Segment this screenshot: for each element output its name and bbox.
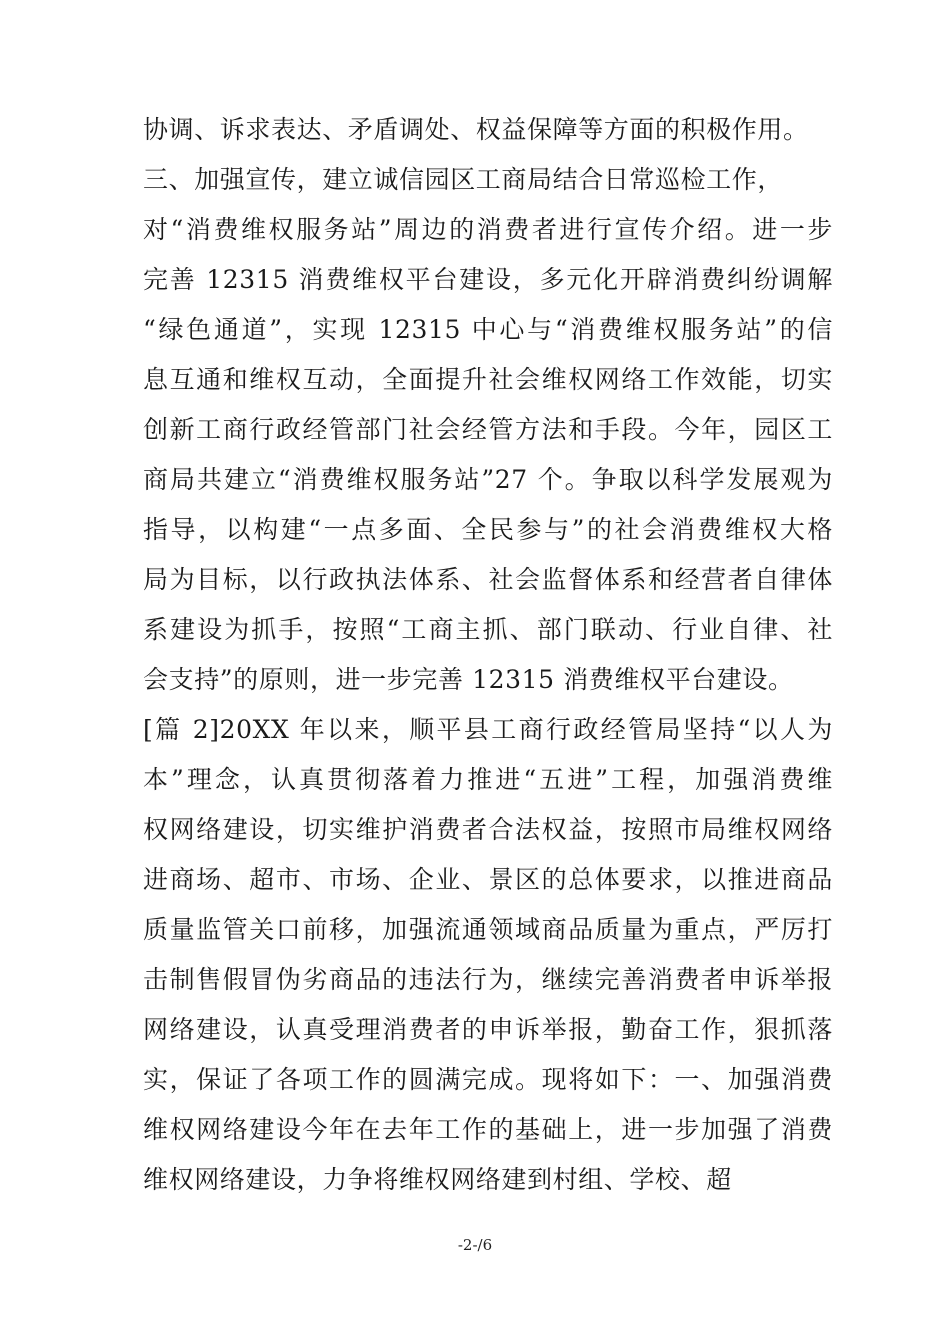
text-line: 完善 12315 消费维权平台建设，多元化开辟消费纠纷调解 bbox=[143, 265, 833, 294]
text-line: 对“消费维权服务站”周边的消费者进行宣传介绍。进一步 bbox=[143, 215, 833, 244]
text-line: 指导，以构建“一点多面、全民参与”的社会消费维权大格 bbox=[143, 515, 833, 544]
text-line: 会支持”的原则，进一步完善 12315 消费维权平台建设。 bbox=[143, 665, 794, 694]
body-text bbox=[143, 105, 833, 1205]
page-number: -2-/6 bbox=[457, 1236, 493, 1254]
text-line: 息互通和维权互动，全面提升社会维权网络工作效能，切实 bbox=[143, 365, 833, 394]
text-line: 维权网络建设，力争将维权网络建到村组、学校、超 bbox=[143, 1165, 732, 1194]
text-line: 创新工商行政经管部门社会经管方法和手段。今年，园区工 bbox=[143, 415, 833, 444]
text-line: 商局共建立“消费维权服务站”27 个。争取以科学发展观为 bbox=[143, 465, 833, 494]
text-line: 维权网络建设今年在去年工作的基础上，进一步加强了消费 bbox=[143, 1115, 833, 1144]
text-line: 本”理念，认真贯彻落着力推进“五进”工程，加强消费维 bbox=[143, 765, 833, 794]
text-line: 实，保证了各项工作的圆满完成。现将如下：一、加强消费 bbox=[143, 1065, 833, 1094]
text-line: 网络建设，认真受理消费者的申诉举报，勤奋工作，狠抓落 bbox=[143, 1015, 833, 1044]
text-line: 击制售假冒伪劣商品的违法行为，继续完善消费者申诉举报 bbox=[143, 965, 833, 994]
text-line: 权网络建设，切实维护消费者合法权益，按照市局维权网络 bbox=[143, 815, 833, 844]
text-line: 三、加强宣传，建立诚信园区工商局结合日常巡检工作， bbox=[143, 165, 784, 194]
text-line: 协调、诉求表达、矛盾调处、权益保障等方面的积极作用。 bbox=[143, 115, 809, 144]
text-line: [篇 2]20XX 年以来，顺平县工商行政经管局坚持“以人为 bbox=[143, 715, 833, 744]
text-line: “绿色通道”，实现 12315 中心与“消费维权服务站”的信 bbox=[143, 315, 833, 344]
text-line: 局为目标，以行政执法体系、社会监督体系和经营者自律体 bbox=[143, 565, 833, 594]
text-line: 系建设为抓手，按照“工商主抓、部门联动、行业自律、社 bbox=[143, 615, 833, 644]
text-line: 进商场、超市、市场、企业、景区的总体要求，以推进商品 bbox=[143, 865, 833, 894]
text-line: 质量监管关口前移，加强流通领域商品质量为重点，严厉打 bbox=[143, 915, 833, 944]
